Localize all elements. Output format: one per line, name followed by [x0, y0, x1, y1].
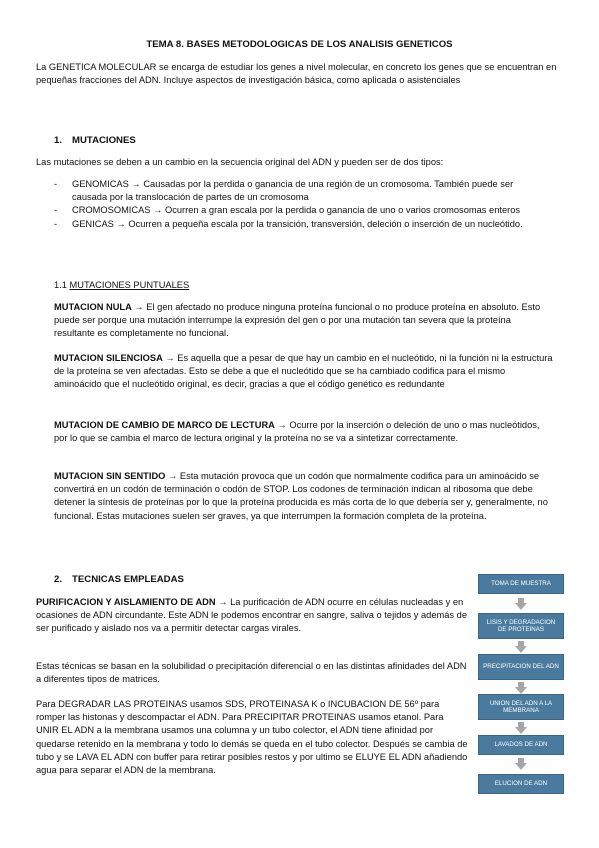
arrow-icon: →: [165, 353, 175, 363]
purification-text: La purificación de ADN ocurre en células nucleadas y en ocasiones de ADN circundante. Este ADN le podemos encontrar en sangre, saliva o tejidos y además de ser purificado y aislado nos va a permitir detectar cargas virales.: [36, 597, 467, 634]
dash-marker: -: [54, 218, 58, 229]
section2-title: TECNICAS EMPLEADAS: [72, 574, 184, 585]
list-item-label: GENICAS: [72, 218, 114, 229]
down-arrow-icon: [515, 722, 527, 734]
flow-step-lavados: LAVADOS DE ADN: [478, 735, 564, 755]
list-item: [54, 178, 534, 204]
mutation-label: MUTACION SILENCIOSA: [54, 353, 163, 363]
document-title: TEMA 8. BASES METODOLOGICAS DE LOS ANALISIS GENETICOS: [146, 39, 453, 50]
list-item-text: Ocurren a gran escala por la perdida o ganancia de uno o varios cromosomas enteros: [165, 205, 521, 216]
arrow-icon: →: [153, 205, 163, 216]
list-item-label: CROMOSOMICAS: [72, 205, 151, 216]
mutation-text: Esta mutación provoca que un codón que normalmente codifica para un aminoácido se convertirá en un codón de terminación o codón de STOP. Los codones de terminación indican al ribosoma que debe detener la síntesis de proteínas por lo que la proteína producida es más corta de lo que debería ser y, generalmente, no funcional. Estas mutaciones suelen ser graves, ya que interrumpen la formación completa de la proteína.: [54, 471, 548, 521]
flow-step-elucion: ELUCION DE ADN: [478, 774, 564, 794]
section2-heading: [54, 573, 184, 586]
down-arrow-icon: [515, 682, 527, 694]
list-item-text: Causadas por la perdida o ganancia de una región de un cromosoma. También puede ser causada por la translocación de partes de un cromosoma: [72, 179, 514, 203]
mutation-paragraph-silenciosa: [54, 352, 554, 392]
mutation-paragraph-sin-sentido: [54, 470, 554, 523]
arrow-icon: →: [167, 471, 178, 481]
mutation-paragraph-nula: [54, 301, 554, 341]
list-item-text: Ocurren a pequeña escala por la transición, transversión, deleción o inserción de un nucleótido.: [128, 218, 523, 229]
down-arrow-icon: [515, 641, 527, 653]
mutation-label: MUTACION SIN SENTIDO: [54, 471, 166, 481]
purification-flowchart: [478, 574, 564, 800]
flow-step-precipitacion: PRECIPITACION DEL ADN: [478, 654, 564, 680]
arrow-icon: →: [277, 420, 287, 430]
mutation-text: Ocurre por la inserción o deleción de uno o mas nucleótidos, por lo que se cambia el marco de lectura original y la proteína no se va a sintetizar correctamente.: [54, 420, 540, 444]
purification-paragraph: [36, 596, 468, 636]
down-arrow-icon: [515, 598, 527, 610]
flow-step-lisis: LISIS Y DEGRADACION DE PROTEINAS: [478, 613, 564, 639]
intro-paragraph: La GENETICA MOLECULAR se encarga de estudiar los genes a nivel molecular, en concreto los genes que se encuentran en pequeñas fracciones del ADN. Incluye aspectos de investigación básica, como aplicada o asistenciales: [36, 62, 557, 86]
mutation-types-list: [54, 178, 534, 231]
section1-title: MUTACIONES: [72, 135, 136, 146]
list-item: [54, 218, 534, 231]
mutation-text: El gen afectado no produce ninguna proteína funcional o no produce proteína en absoluto. Esto puede ser porque una mutación interrumpe la expresión del gen o por una mutación tan severa que la proteína resultante es completamente no funcional.: [54, 302, 541, 339]
arrow-icon: →: [116, 218, 126, 229]
list-item-label: GENOMICAS: [72, 179, 129, 189]
subsection-number: 1.1: [54, 280, 67, 290]
dash-marker: -: [54, 205, 58, 216]
procedure-paragraph: Para DEGRADAR LAS PROTEINAS usamos SDS, PROTEINASA K o INCUBACION DE 56º para romper las histonas y descompactar el ADN. Para PRECIPITAR PROTEINAS usamos etanol. Para UNIR EL ADN a la membrana usamos una columna y un tubo colector, el ADN tiene afinidad por quedarse retenido en la membrana y todo lo demás se queda en el tubo colector. Después se cambia de tubo y se LAVA EL ADN con buffer para retirar posibles restos y por ultimo se ELUYE EL ADN añadiendo agua para separar el ADN de la membrana.: [36, 699, 468, 776]
techniques-paragraph: Estas técnicas se basan en la solubilidad o precipitación diferencial o en las distintas afinidades del ADN a diferentes tipos de matrices.: [36, 661, 467, 685]
section2-number: 2.: [54, 574, 63, 585]
mutation-paragraph-marco-lectura: [54, 419, 554, 445]
arrow-icon: →: [131, 179, 141, 189]
flow-step-union: UNION DEL ADN A LA MEMBRANA: [478, 694, 564, 720]
section1-number: 1.: [54, 135, 63, 146]
purification-label: PURIFICACION Y AISLAMIENTO DE ADN: [36, 597, 216, 607]
arrow-icon: →: [218, 597, 228, 607]
arrow-icon: →: [134, 302, 144, 312]
dash-marker: -: [54, 179, 58, 189]
section1-lead: Las mutaciones se deben a un cambio en la secuencia original del ADN y pueden ser de dos tipos:: [36, 157, 444, 167]
mutation-label: MUTACION DE CAMBIO DE MARCO DE LECTURA: [54, 420, 275, 430]
subsection-heading: [54, 279, 189, 292]
mutation-label: MUTACION NULA: [54, 302, 132, 312]
list-item: [54, 204, 534, 217]
mutation-text: Es aquella que a pesar de que hay un cambio en el nucleótido, ni la función ni la estructura de la proteína se ven afectadas. Esto se debe a que el nucleótido que se ha cambiado codifica para el mismo aminoácido que el nucleótido original, es decir, gracias a que el código genético es redundante: [54, 353, 553, 390]
flow-step-toma-muestra: TOMA DE MUESTRA: [478, 574, 564, 594]
down-arrow-icon: [515, 758, 527, 770]
subsection-title: MUTACIONES PUNTUALES: [69, 280, 190, 290]
section1-heading: [54, 134, 136, 147]
